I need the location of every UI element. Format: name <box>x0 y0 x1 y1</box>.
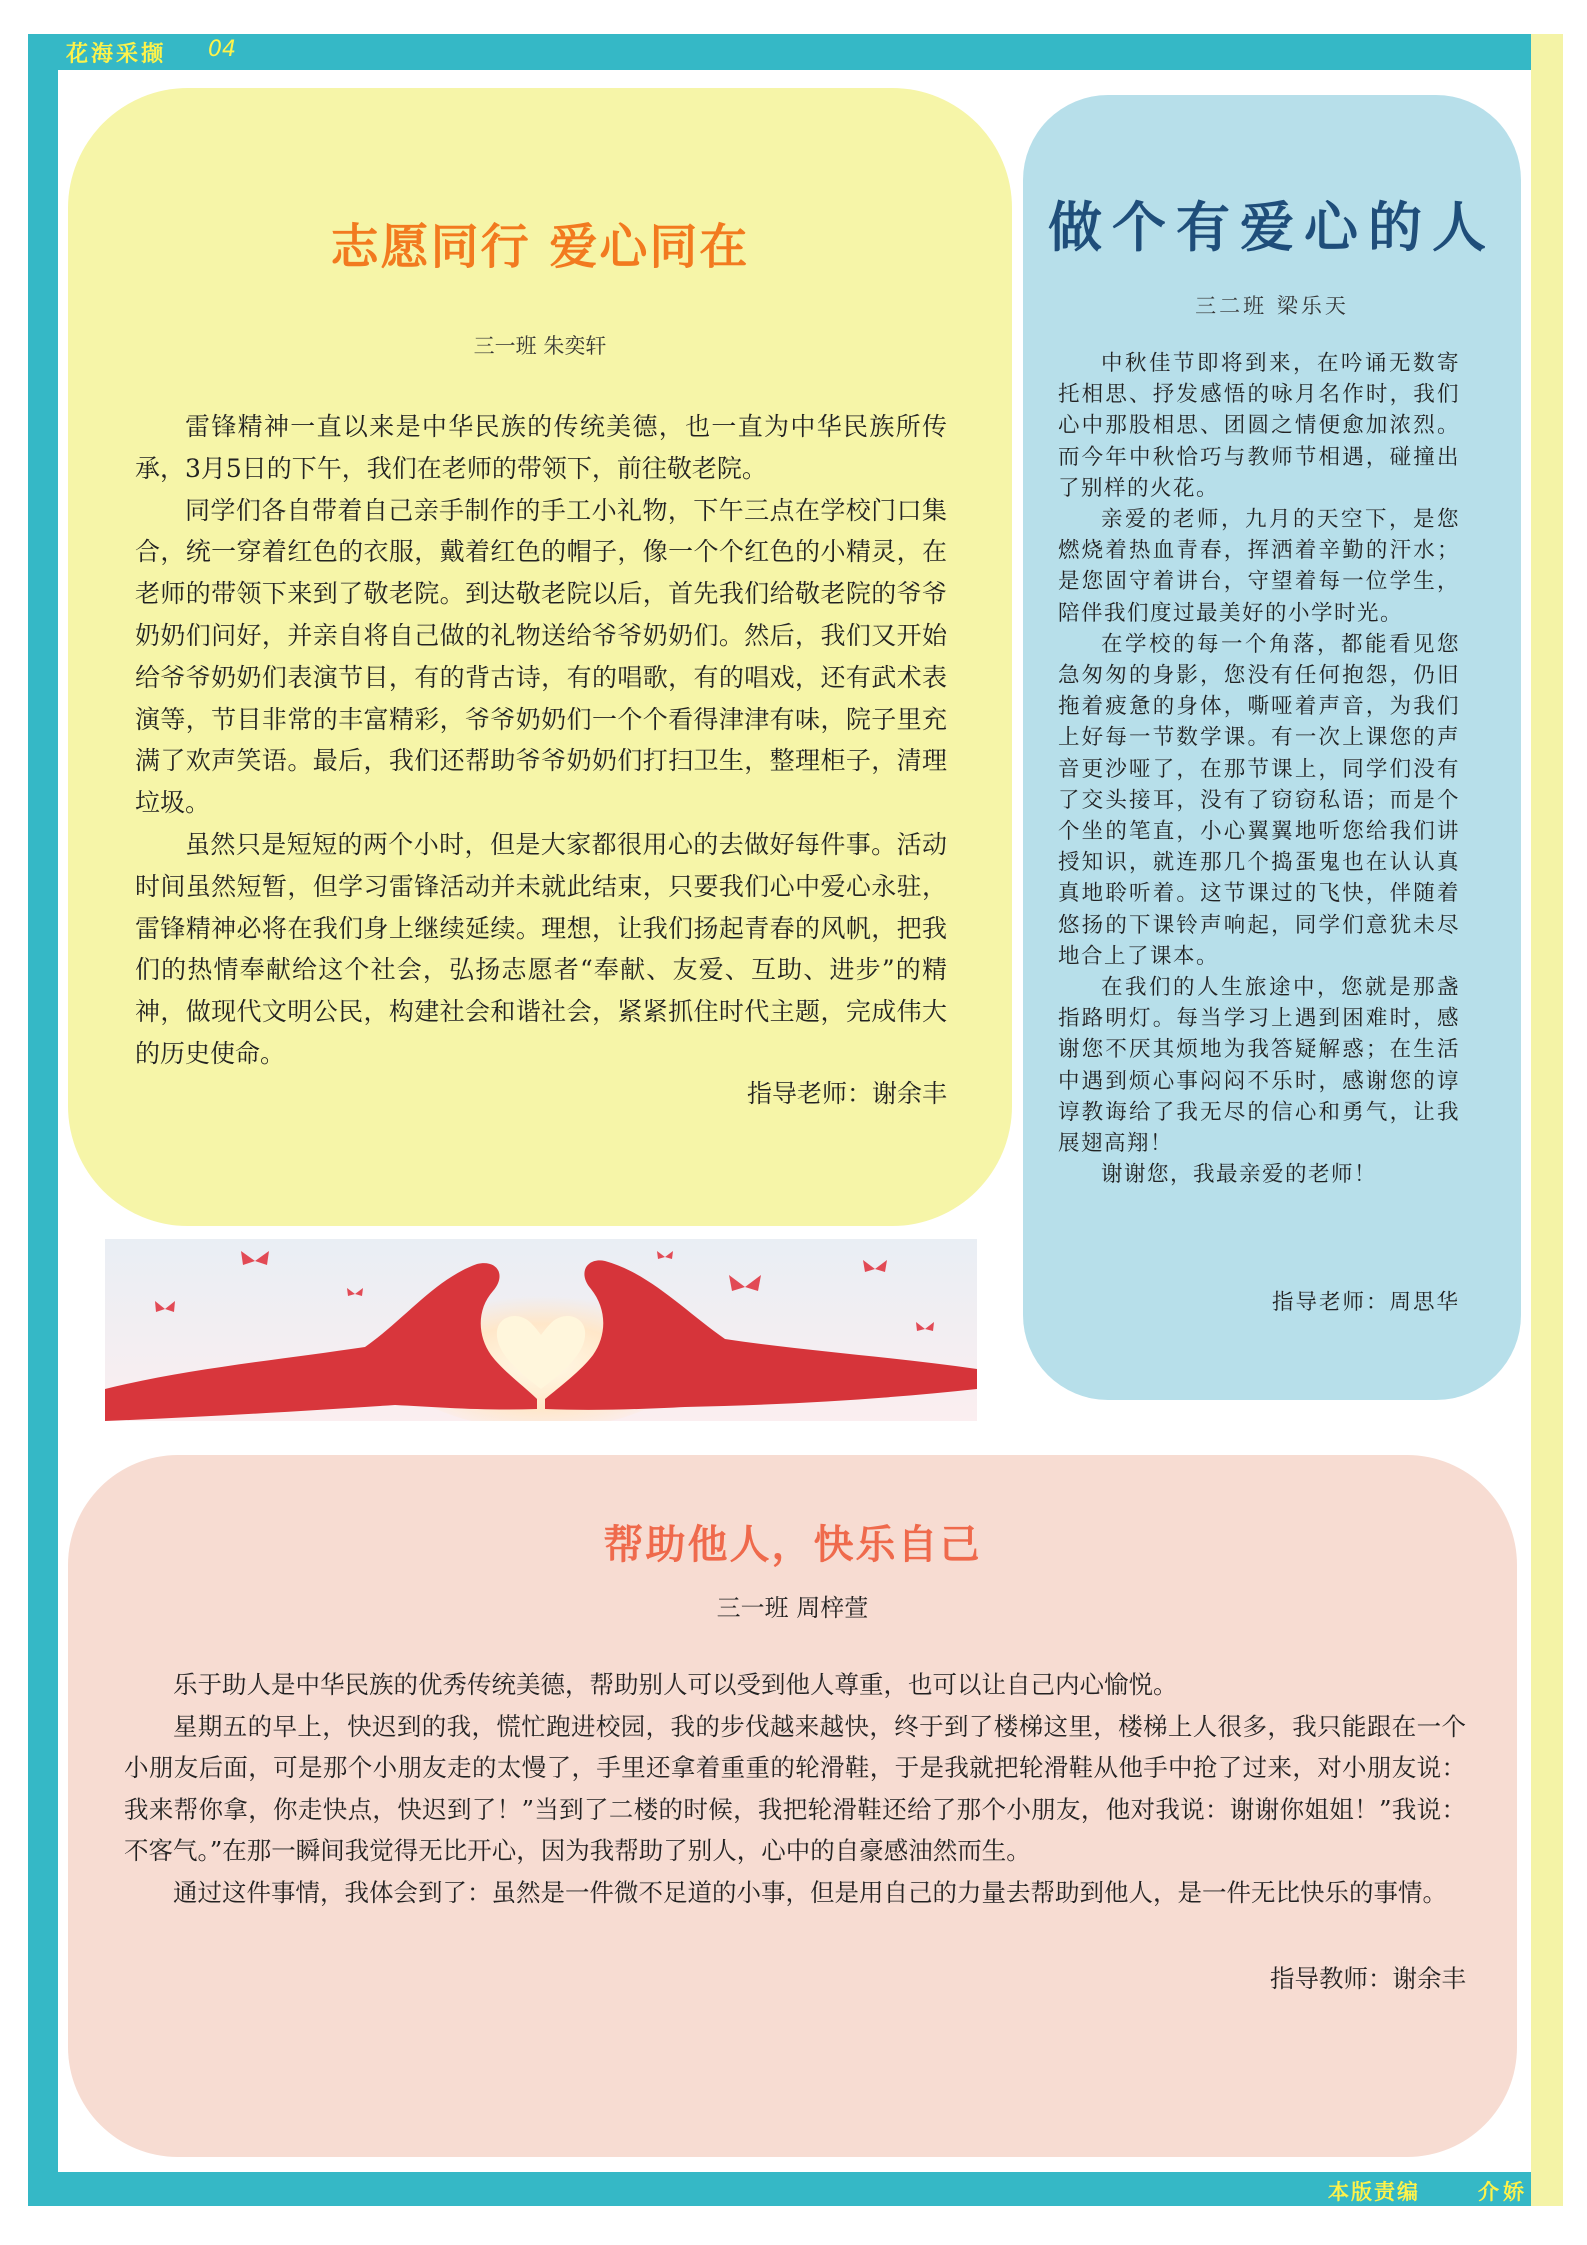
bottom-article-body <box>124 1664 1466 1913</box>
top-frame-bar <box>28 34 1531 70</box>
left-frame-bar <box>28 34 58 2206</box>
paragraph: 雷锋精神一直以来是中华民族的传统美德，也一直为中华民族所传承，3月5日的下午，我们在老师的带领下，前往敬老院。 <box>135 412 947 483</box>
page-number: 04 <box>208 37 236 62</box>
left-article-title: 志愿同行 爱心同在 <box>330 219 750 275</box>
left-article-byline: 三一班 朱奕轩 <box>473 334 607 358</box>
paragraph: 星期五的早上，快迟到的我，慌忙跑进校园，我的步伐越来越快，终于到了楼梯这里，楼梯上人很多，我只能跟在一个小朋友后面，可是那个小朋友走的太慢了，手里还拿着重重的轮滑鞋，于是我就把轮滑鞋从他手中抢了过来，对小朋友说：我来帮你拿，你走快点，快迟到了！”当到了二楼的时候，我把轮滑鞋还给了那个小朋友，他对我说：谢谢你姐姐！”我说：不客气。”在那一瞬间我觉得无比开心，因为我帮助了别人，心中的自豪感油然而生。 <box>124 1711 1466 1865</box>
right-side-strip <box>1531 34 1563 2206</box>
right-article-title: 做个有爱心的人 <box>1048 195 1496 259</box>
paragraph: 同学们各自带着自己亲手制作的手工小礼物，下午三点在学校门口集合，统一穿着红色的衣服，戴着红色的帽子，像一个个红色的小精灵，在老师的带领下来到了敬老院。到达敬老院以后，首先我们给敬老院的爷爷奶奶们问好，并亲自将自己做的礼物送给爷爷奶奶们。然后，我们又开始给爷爷奶奶们表演节目，有的背古诗，有的唱歌，有的唱戏，还有武术表演等，节目非常的丰富精彩，爷爷奶奶们一个个看得津津有味，院子里充满了欢声笑语。最后，我们还帮助爷爷奶奶们打扫卫生，整理柜子，清理垃圾。 <box>135 495 947 818</box>
right-article-byline: 三二班 梁乐天 <box>1195 294 1349 318</box>
paragraph: 在学校的每一个角落，都能看见您急匆匆的身影，您没有任何抱怨，仍旧拖着疲惫的身体，嘶哑着声音，为我们上好每一节数学课。有一次上课您的声音更沙哑了，在那节课上，同学们没有了交头接耳，没有了窃窃私语；而是个个坐的笔直，小心翼翼地听您给我们讲授知识，就连那几个捣蛋鬼也在认认真真地聆听着。这节课过的飞快，伴随着悠扬的下课铃声响起，同学们意犹未尽地合上了课本。 <box>1058 631 1460 969</box>
bottom-frame-bar <box>28 2172 1531 2206</box>
paragraph: 虽然只是短短的两个小时，但是大家都很用心的去做好每件事。活动时间虽然短暂，但学习雷锋活动并未就此结束，只要我们心中爱心永驻，雷锋精神必将在我们身上继续延续。理想，让我们扬起青春的风帆，把我们的热情奉献给这个社会，弘扬志愿者“奉献、友爱、互助、进步”的精神，做现代文明公民，构建社会和谐社会，紧紧抓住时代主题，完成伟大的历史使命。 <box>135 829 947 1068</box>
paragraph: 乐于助人是中华民族的优秀传统美德，帮助别人可以受到他人尊重，也可以让自己内心愉悦。 <box>173 1670 1178 1699</box>
paragraph: 通过这件事情，我体会到了：虽然是一件微不足道的小事，但是用自己的力量去帮助到他人，是一件无比快乐的事情。 <box>173 1877 1447 1907</box>
bottom-article-byline: 三一班 周梓萱 <box>716 1594 869 1622</box>
bottom-article-title: 帮助他人，快乐自己 <box>603 1522 982 1568</box>
editor-name: 介娇 <box>1478 2180 1528 2204</box>
right-article-signature: 指导老师：周思华 <box>1271 1290 1460 1315</box>
right-article-body <box>1058 348 1460 1190</box>
editor-label: 本版责编 <box>1328 2180 1420 2204</box>
paragraph: 亲爱的老师，九月的天空下，是您燃烧着热血青春，挥洒着辛勤的汗水；是您固守着讲台，守望着每一位学生，陪伴我们度过最美好的小学时光。 <box>1058 507 1460 626</box>
left-article-body <box>135 406 947 1075</box>
left-article-signature: 指导老师：谢余丰 <box>746 1079 947 1108</box>
bottom-article-signature: 指导教师：谢余丰 <box>1270 1964 1466 1993</box>
paragraph: 在我们的人生旅途中，您就是那盏指路明灯。每当学习上遇到困难时，感谢您不厌其烦地为我答疑解惑；在生活中遇到烦心事闷闷不乐时，感谢您的谆谆教诲给了我无尽的信心和勇气，让我展翅高翔！ <box>1058 975 1460 1157</box>
paragraph: 中秋佳节即将到来，在吟诵无数寄托相思、抒发感悟的咏月名作时，我们心中那股相思、团圆之情便愈加浓烈。而今年中秋恰巧与教师节相遇，碰撞出了别样的火花。 <box>1058 351 1460 501</box>
section-title: 花海采撷 <box>66 42 167 67</box>
paragraph: 谢谢您，我最亲爱的老师！ <box>1101 1162 1378 1188</box>
heart-hands-photo <box>105 1239 977 1421</box>
